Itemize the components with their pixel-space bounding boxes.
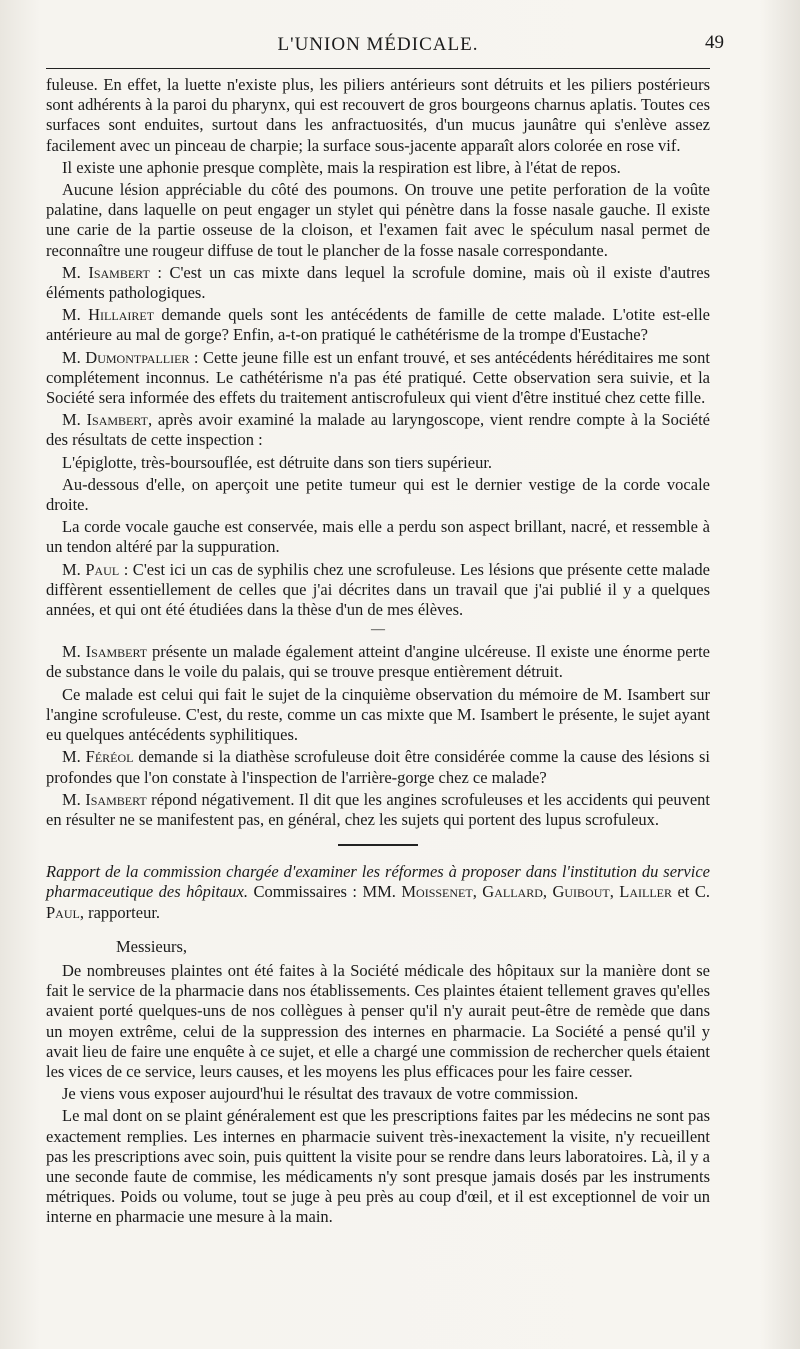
paragraph: fuleuse. En effet, la luette n'existe plus, les piliers antérieurs sont détruits et les piliers postérieurs sont adhérents à la paroi du pharynx, qui est recouvert de gros bourgeons charnus aplatis. Toutes ces surfaces sont enduites, surtout dans les anfractuosités, d'un mucus jaunâtre qui s'enlève assez facilement avec un pinceau de charpie; la surface sous-jacente apparaît alors colorée en rose vif. [46, 75, 710, 155]
speaker-paragraph [46, 747, 710, 787]
rapporteur-label: , rapporteur. [79, 902, 161, 922]
speaker-paragraph [46, 642, 710, 682]
speech-text: demande si la diathèse scrofuleuse doit être considérée comme la cause des lésions si profondes que l'on constate à l'inspection de l'arrière-gorge chez ce malade? [46, 747, 710, 787]
paragraph: Au-dessous d'elle, on aperçoit une petite tumeur qui est le dernier vestige de la corde vocale droite. [46, 474, 710, 515]
paragraph: De nombreuses plaintes ont été faites à la Société médicale des hôpitaux sur la manière dont se fait le service de la pharmacie dans nos établissements. Ces plaintes étaient tellement graves qu'elles avaient porté quelques-uns de nos collègues à penser qu'il n'y aurait peut-être de remède que dans un moyen extrême, celui de la suppression des internes en pharmacie. La Société a pensé qu'il y avait lieu de faire une enquête à ce sujet, et elle a chargé une commission de rechercher quels étaient les vices de ce service, leurs causes, et les moyens les plus efficaces pour les faire cesser. [46, 960, 710, 1081]
speaker-paragraph [46, 348, 710, 409]
speech-text: présente un malade également atteint d'angine ulcéreuse. Il existe une énorme perte de substance dans le voile du palais, qui se trouve presque entièrement détruit. [46, 642, 710, 682]
speaker-paragraph [46, 263, 710, 303]
speaker-paragraph [46, 790, 710, 830]
commissaires-label: Commissaires : MM. [248, 882, 402, 902]
speaker-name: M. Isambert [62, 642, 148, 662]
speech-text: répond négativement. Il dit que les angines scrofuleuses et les accidents qui peuvent en résulter ne se manifestent pas, en général, chez les sujets qui portent des lupus scrofuleux. [46, 789, 711, 829]
speaker-paragraph [46, 410, 710, 450]
page-number: 49 [705, 32, 724, 53]
paragraph: Aucune lésion appréciable du côté des poumons. On trouve une petite perforation de la voûte palatine, dans laquelle on peut engager un stylet qui pénètre dans la fosse nasale gauche. Il existe une carie de la partie osseuse de la cloison, et l'examen fait avec le spéculum nasal permet de reconnaître une rougeur diffuse de tout le plancher de la fosse nasale correspondante. [46, 180, 710, 260]
speech-text: , après avoir examiné la malade au laryngoscope, vient rendre compte à la Société des résultats de cette inspection : [46, 410, 711, 450]
paragraph: L'épiglotte, très-boursouflée, est détruite dans son tiers supérieur. [62, 452, 493, 472]
paragraph: Il existe une aphonie presque complète, mais la respiration est libre, à l'état de repos. [62, 157, 621, 177]
speaker-name: M. Paul [62, 559, 120, 579]
speech-text: : C'est un cas mixte dans lequel la scrofule domine, mais où il existe d'autres éléments pathologiques. [46, 262, 711, 303]
paragraph: Je viens vous exposer aujourd'hui le résultat des travaux de votre commission. [62, 1084, 579, 1104]
speech-text: : Cette jeune fille est un enfant trouvé, et ses antécédents héréditaires me sont complétement inconnus. Le cathétérisme n'a pas été pratiqué. Cette observation sera suivie, et la Société sera informée des effets du traitement antiscrofuleux qui vient d'être institué chez cette fille. [46, 347, 710, 408]
speaker-name: M. Féréol [62, 747, 134, 767]
speaker-paragraph [46, 305, 710, 345]
speaker-name: M. Isambert [62, 410, 148, 430]
section-rule [338, 844, 418, 846]
commissaires-names: Moissenet, Gallard, Guibout, Lailler [401, 882, 673, 902]
speaker-name: M. Isambert [62, 789, 147, 809]
report-heading [46, 862, 710, 923]
speech-text: : C'est ici un cas de syphilis chez une scrofuleuse. Les lésions que présente cette malade diffèrent essentiellement de celles que j'ai décrites dans un travail que j'ai publié il y a quelques années, et qui ont été étudiées dans la thèse d'un de mes élèves. [46, 559, 711, 620]
paragraph: Ce malade est celui qui fait le sujet de la cinquième observation du mémoire de M. Isambert sur l'angine scrofuleuse. C'est, du reste, comme un cas mixte que M. Isambert le présente, le sujet ayant eu quelques antécédents syphilitiques. [46, 684, 710, 745]
speech-text: demande quels sont les antécédents de famille de cette malade. L'otite est-elle antérieure au mal de gorge? Enfin, a-t-on pratiqué le cathétérisme de la trompe d'Eustache? [46, 305, 710, 345]
speaker-name: M. Dumontpallier [62, 347, 190, 367]
rapporteur-name: C. Paul [46, 882, 710, 922]
salutation: Messieurs, [116, 936, 188, 956]
speaker-name: M. Isambert [62, 262, 150, 282]
speaker-paragraph [46, 560, 710, 621]
report-title: Rapport de la commission chargée d'examiner les réformes à proposer dans l'institution du service pharmaceutique des hôpitaux. [46, 862, 710, 902]
section-separator: — [371, 622, 385, 638]
page-header [46, 28, 724, 69]
conjunction: et [672, 882, 695, 902]
speaker-name: M. Hillairet [62, 305, 155, 325]
paragraph: La corde vocale gauche est conservée, mais elle a perdu son aspect brillant, nacré, et ressemble à un tendon altéré par la suppuration. [46, 517, 710, 557]
paragraph: Le mal dont on se plaint généralement est que les prescriptions faites par les médecins ne sont pas exactement remplies. Les internes en pharmacie suivent très-inexactement la visite, n'y recueillent pas les prescriptions avec soin, puis quittent la visite pour se rendre dans leurs laboratoires. Là, il y a une seconde faute de commise, les médicaments n'y sont presque jamais dosés par les instruments métriques. Poids ou volume, tout se juge à peu près au coup d'œil, et il est exceptionnel de voir un interne en pharmacie une mesure à la main. [46, 1106, 710, 1227]
running-title: L'UNION MÉDICALE. [277, 34, 479, 55]
